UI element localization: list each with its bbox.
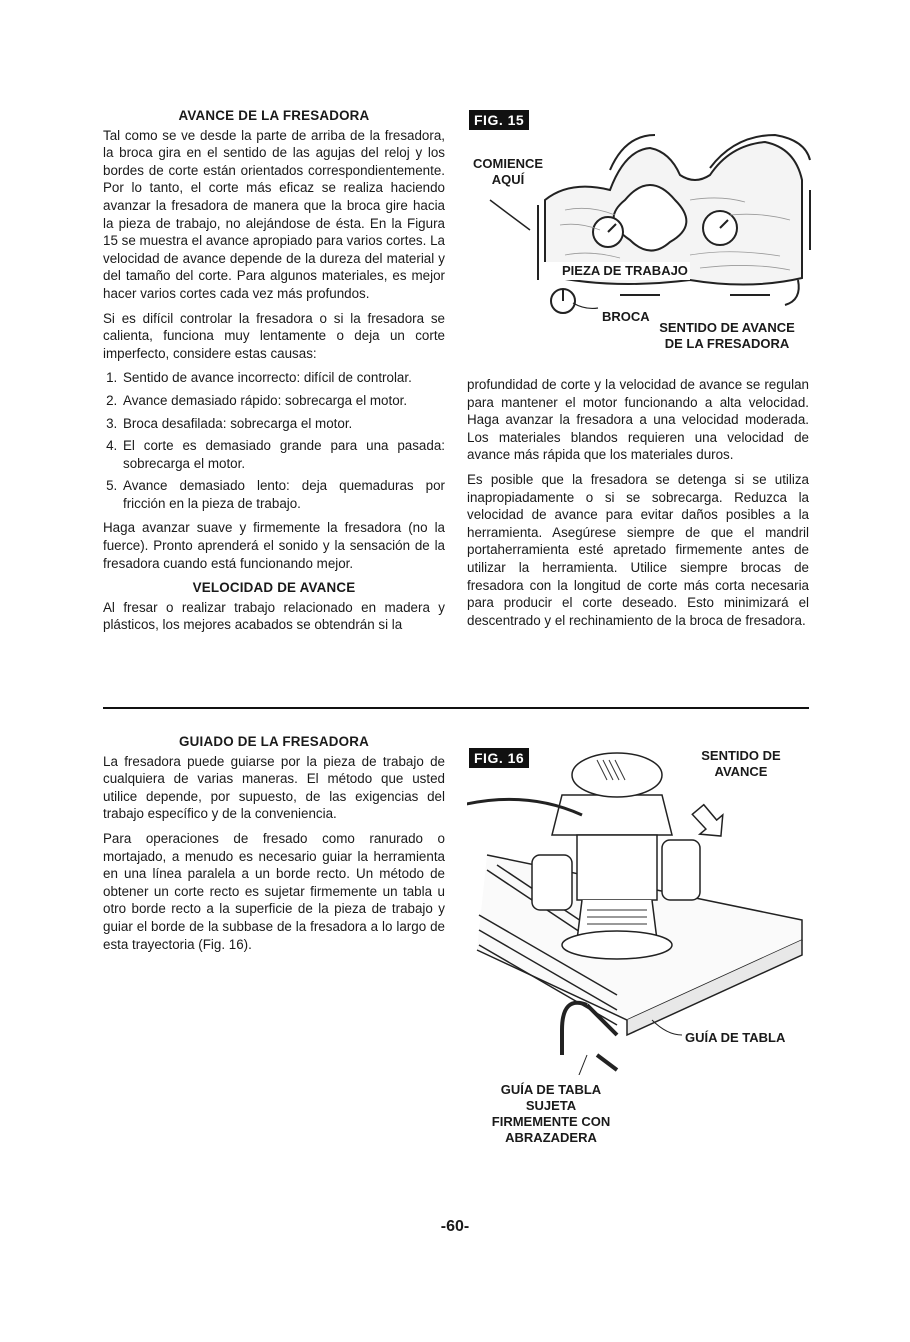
paragraph: Para operaciones de fresado como ranurado o mortajado, a menudo es necesario guiar la herramienta en una línea paralela a un borde recto. Un método de obtener un corte recto es sujetar firmemente un tabla u otro borde recto a la superficie de la pieza de trabajo y guiar el borde de la subbase de la fresadora a lo largo de esta trayectoria (Fig. 16).	[103, 830, 445, 952]
clamp-label-line1: GUÍA DE TABLA SUJETA	[500, 1082, 602, 1113]
fig16-clamp-label	[475, 1082, 627, 1146]
clamp-label-line2: FIRMEMENTE CON	[491, 1114, 611, 1129]
fig15-start-label	[473, 156, 543, 188]
fig15-pointer-lines	[470, 190, 610, 320]
feed-label-line1: SENTIDO DE AVANCE	[659, 320, 795, 335]
list-item: 5. Avance demasiado lento: deja quemaduras por fricción en la pieza de trabajo.	[121, 477, 445, 512]
feed-label-line2: AVANCE	[714, 764, 768, 779]
list-item: 1. Sentido de avance incorrecto: difícil de controlar.	[121, 369, 445, 387]
paragraph: Es posible que la fresadora se detenga si se utiliza inapropiadamente o si se sobrecarga. Reduzca la velocidad de avance para evitar daños posibles a la herramienta. Asegúrese siempre de que el mandril portaherramienta esté apretado firmemente antes de utilizar la herramienta. Utilice siempre brocas de fresadora con la longitud de corte más corta necesaria para producir el corte deseado. Esto minimizará el descentrado y el rechinamiento de la broca de fresadora.	[467, 471, 809, 628]
clamp-label-line3: ABRAZADERA	[505, 1130, 597, 1145]
paragraph: Haga avanzar suave y firmemente la fresadora (no la fuerce). Pronto aprenderá el sonido y la sensación de la fresadora cuando está funcionando mejor.	[103, 520, 445, 571]
section-divider	[103, 707, 809, 709]
section-heading-avance: AVANCE DE LA FRESADORA	[178, 108, 370, 123]
list-item: 3. Broca desafilada: sobrecarga el motor.	[121, 415, 445, 433]
paragraph: Tal como se ve desde la parte de arriba de la fresadora, la broca gira en el sentido de las agujas del reloj y los bordes de corte están orientados correspondientemente. Por lo tanto, el corte más eficaz se realiza haciendo avanzar la fresadora de manera que la broca gire hacia la pieza de trabajo, no alejándose de ésta. En la Figura 15 se muestra el avance apropiado para varios cortes. La velocidad de avance depende de la dureza del material y del tamaño del corte. Para algunos materiales, es mejor hacer varios cortes cada vez más profundos.	[103, 127, 445, 301]
causes-list	[103, 369, 445, 512]
fig15-feed-label	[652, 320, 802, 352]
feed-label-line1: SENTIDO DE	[701, 748, 781, 763]
fig15-tag: FIG. 15	[469, 110, 529, 130]
paragraph: Al fresar o realizar trabajo relacionado en madera y plásticos, los mejores acabados se obtendrán si la	[103, 599, 445, 633]
paragraph: Si es difícil controlar la fresadora o si la fresadora se calienta, funciona muy lentamente o deja un corte imperfecto, considere estas causas:	[103, 310, 445, 361]
fig16-illustration	[467, 735, 812, 1075]
page-number: -60-	[440, 1218, 470, 1235]
left-column-top	[103, 107, 445, 641]
fig16-tag: FIG. 16	[469, 748, 529, 768]
paragraph: La fresadora puede guiarse por la pieza de trabajo de cualquiera de varias maneras. El método que usted utilice depende, por supuesto, de las exigencias del trabajo específico y de la conveniencia.	[103, 753, 445, 822]
section-heading-velocidad: VELOCIDAD DE AVANCE	[192, 580, 356, 596]
fig16-guide-label: GUÍA DE TABLA	[685, 1030, 786, 1045]
fig16-feed-label	[688, 748, 794, 780]
list-item: 2. Avance demasiado rápido: sobrecarga el motor.	[121, 392, 445, 410]
feed-label-line2: DE LA FRESADORA	[664, 336, 790, 351]
start-label-line2: AQUÍ	[491, 172, 525, 187]
right-column-top	[467, 376, 809, 636]
section-heading-guiado: GUIADO DE LA FRESADORA	[179, 734, 369, 749]
fig15-workpiece-label: PIEZA DE TRABAJO	[562, 263, 688, 278]
start-label-line1: COMIENCE	[473, 156, 544, 171]
paragraph: profundidad de corte y la velocidad de avance se regulan para mantener el motor funcionando a alta velocidad. Haga avanzar la fresadora a una velocidad moderada. Los materiales blandos requieren una velocidad de avance más rápida que los materiales duros.	[467, 377, 809, 463]
left-column-bottom	[103, 733, 445, 960]
fig15-bit-label: BROCA	[602, 309, 650, 324]
list-item: 4. El corte es demasiado grande para una pasada: sobrecarga el motor.	[121, 437, 445, 472]
